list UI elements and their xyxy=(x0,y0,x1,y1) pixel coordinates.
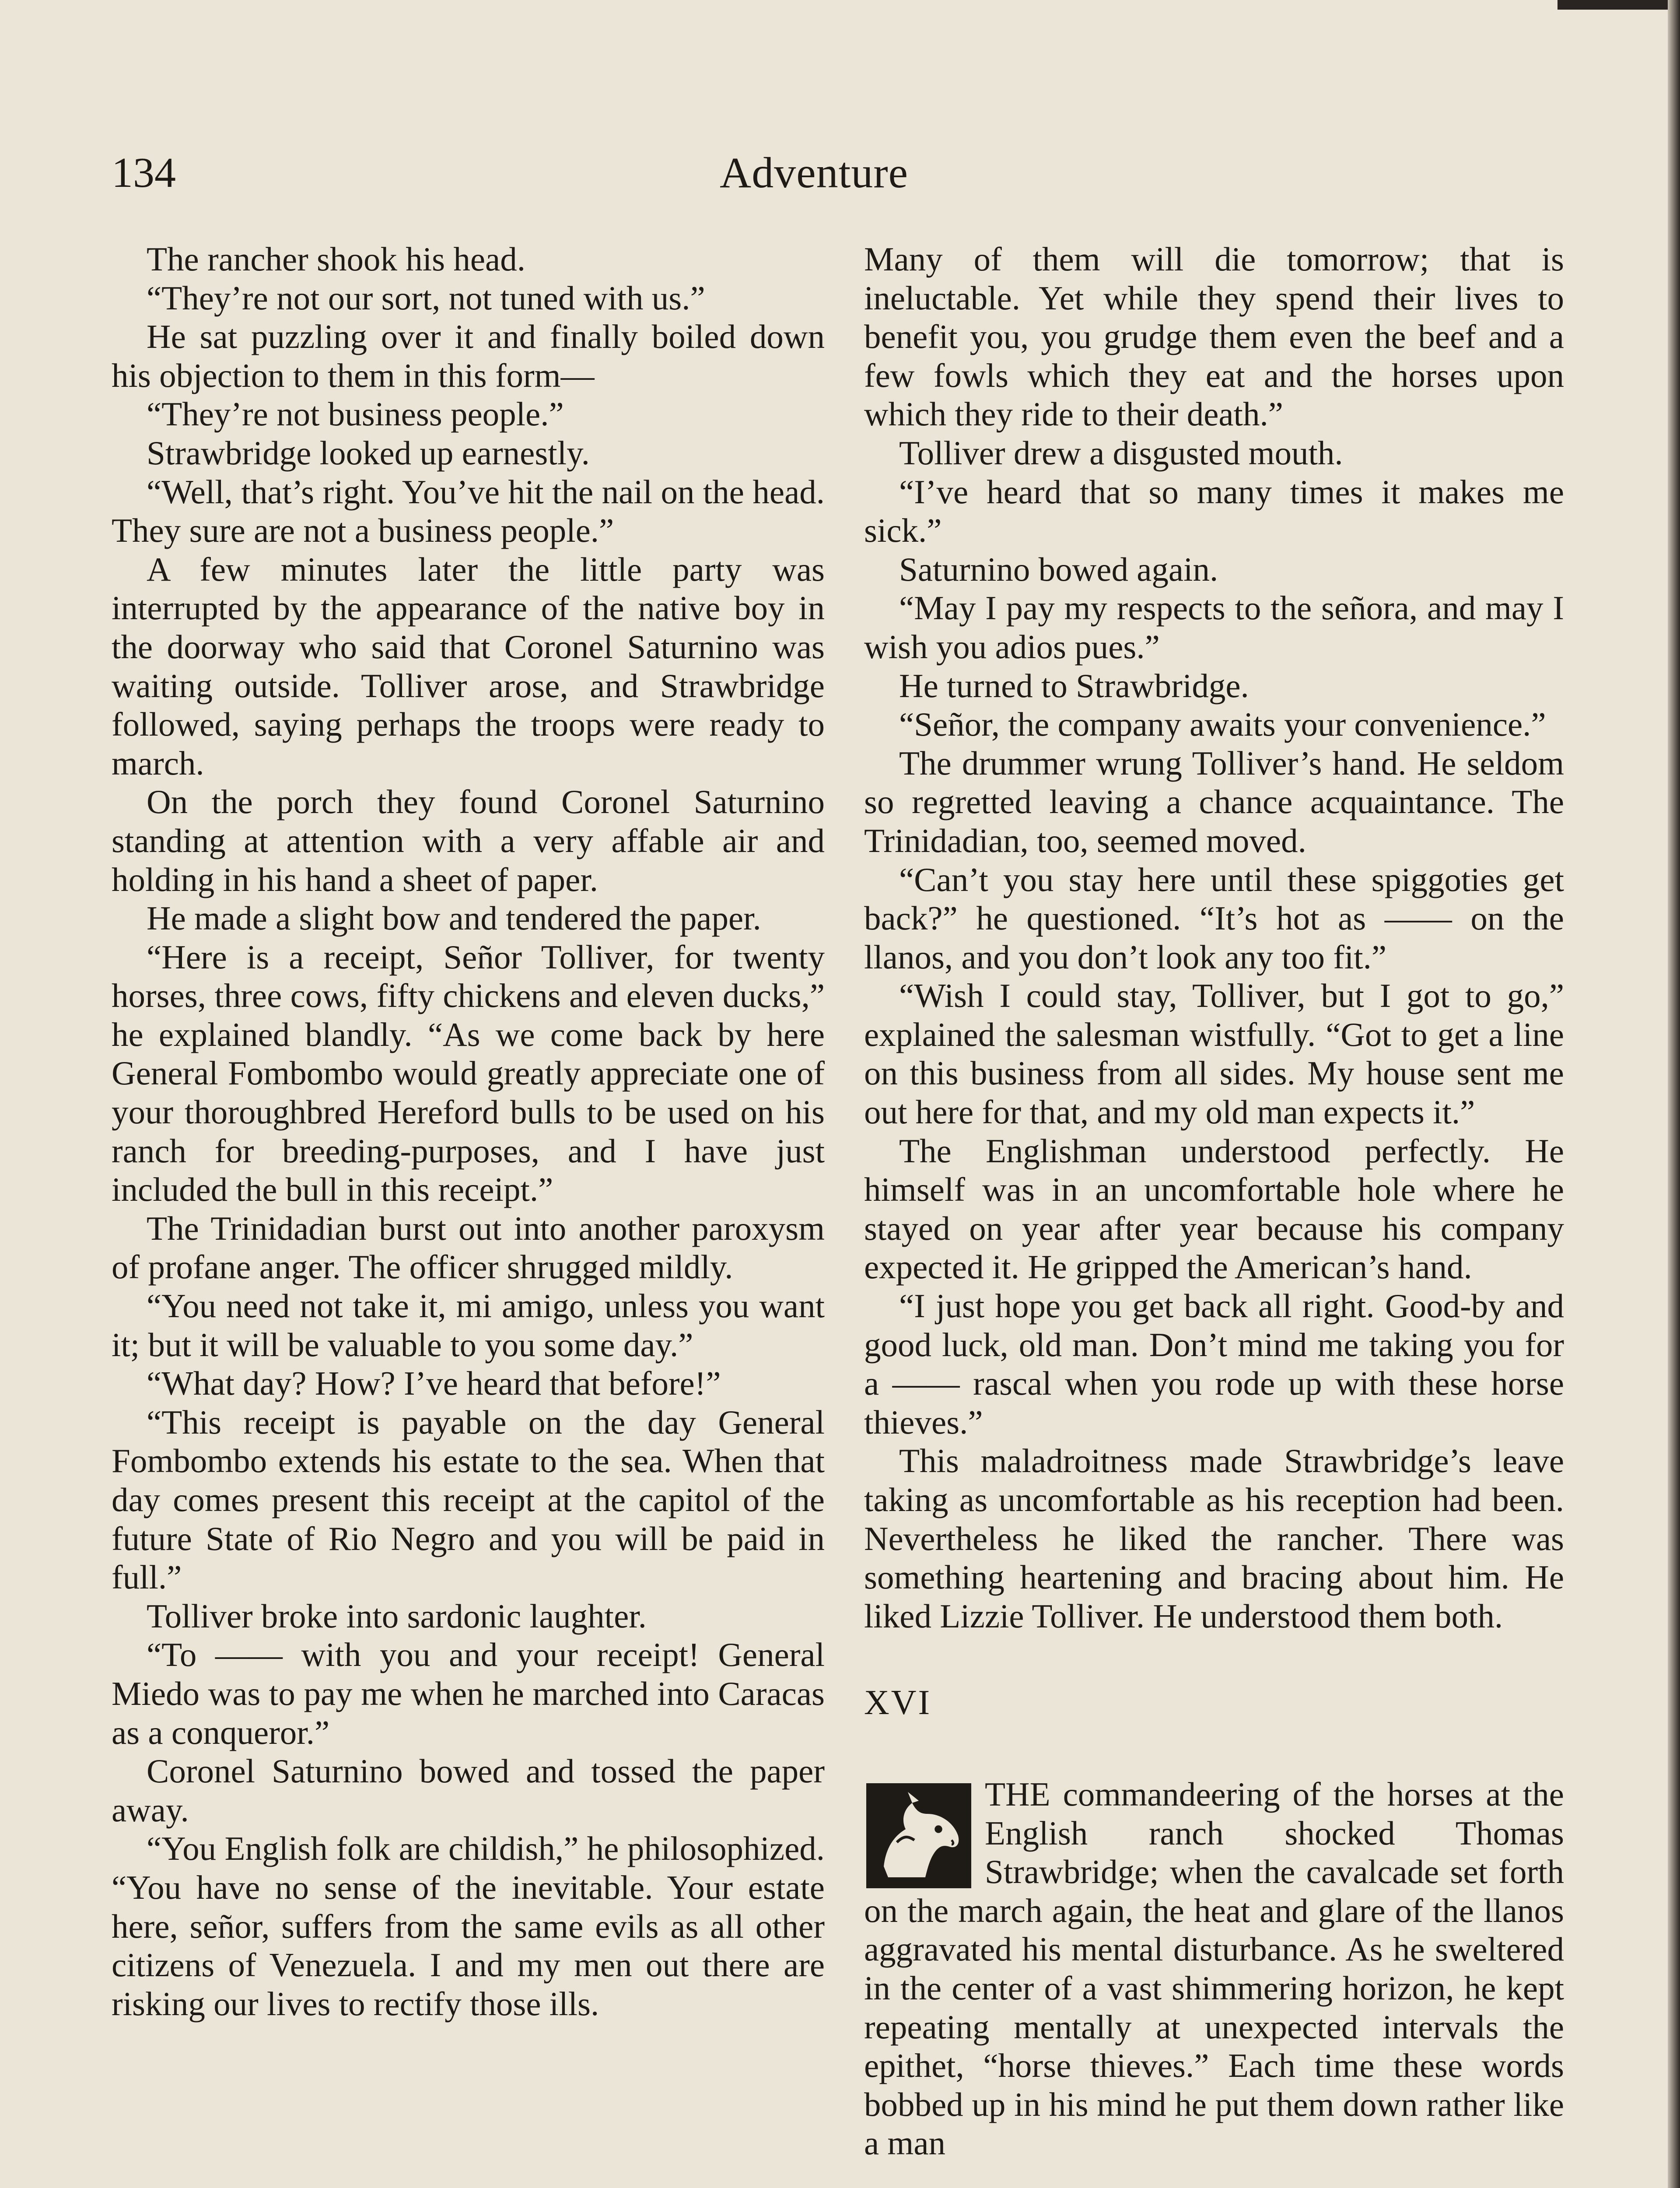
paragraph: “Wish I could stay, Tolliver, but I got to go,” explained the salesman wistfully. “Got to get a line on this business from all sides. My house sent me out here for that, and my old man expects it.” xyxy=(864,977,1564,1131)
page-edge-shadow xyxy=(1668,0,1680,2188)
paragraph: “To —— with you and your receipt! General Miedo was to pay me when he marched into Caracas as a conqueror.” xyxy=(112,1636,825,1751)
paragraph: A few minutes later the little party was interrupted by the appearance of the native boy in the doorway who said that Coronel Saturnino was waiting outside. Tolliver arose, and Strawbridge followed, saying perhaps the troops were ready to march. xyxy=(112,550,825,782)
paragraph: He made a slight bow and tendered the paper. xyxy=(147,899,761,937)
right-column xyxy=(864,240,1564,2163)
horse-head-icon xyxy=(864,1781,973,1890)
paragraph: “Señor, the company awaits your convenience.” xyxy=(899,705,1546,743)
paragraph: Tolliver broke into sardonic laughter. xyxy=(147,1597,647,1635)
page-header xyxy=(112,144,1577,210)
paragraph: “You need not take it, mi amigo, unless you want it; but it will be valuable to you some day.” xyxy=(112,1287,825,1364)
paragraph: This maladroitness made Strawbridge’s leave taking as uncomfortable as his reception had been. Nevertheless he liked the rancher. There was something heartening and bracing about him. He liked Lizzie Tolliver. He understood them both. xyxy=(864,1442,1564,1635)
section-opening-paragraph xyxy=(864,1775,1564,2163)
paragraph: “I just hope you get back all right. Good-by and good luck, old man. Don’t mind me taking you for a —— rascal when you rode up with these horse thieves.” xyxy=(864,1287,1564,1441)
paragraph: Coronel Saturnino bowed and tossed the paper away. xyxy=(112,1752,825,1829)
paragraph: Saturnino bowed again. xyxy=(899,550,1218,588)
paragraph: The drummer wrung Tolliver’s hand. He seldom so regretted leaving a chance acquaintance. The Trinidadian, too, seemed moved. xyxy=(864,744,1564,859)
paragraph: “Can’t you stay here until these spiggoties get back?” he questioned. “It’s hot as —— on the llanos, and you don’t look any too fit.” xyxy=(864,860,1564,976)
paragraph: “Well, that’s right. You’ve hit the nail on the head. They sure are not a business people.” xyxy=(112,473,825,550)
paragraph: “What day? How? I’ve heard that before!” xyxy=(147,1364,721,1403)
paragraph: He sat puzzling over it and finally boiled down his objection to them in this form— xyxy=(112,318,825,394)
section-heading: XVI xyxy=(864,1683,932,1722)
paragraph: “I’ve heard that so many times it makes me sick.” xyxy=(864,473,1564,550)
paragraph: “They’re not our sort, not tuned with us.” xyxy=(147,279,705,317)
paragraph: On the porch they found Coronel Saturnino standing at attention with a very affable air and holding in his hand a sheet of paper. xyxy=(112,783,825,898)
paragraph: He turned to Strawbridge. xyxy=(899,666,1249,705)
running-title: Adventure xyxy=(720,148,909,197)
paragraph: Tolliver drew a disgusted mouth. xyxy=(899,434,1343,472)
paragraph: The rancher shook his head. xyxy=(147,240,525,278)
left-column xyxy=(112,240,825,2023)
paragraph: “May I pay my respects to the señora, and may I wish you adios pues.” xyxy=(864,589,1564,666)
paragraph: “Here is a receipt, Señor Tolliver, for twenty horses, three cows, fifty chickens and eleven ducks,” he explained blandly. “As we come back by here General Fombombo would greatly appreciate one of your thoroughbred Hereford bulls to be used on his ranch for breeding-purposes, and I have just included the bull in this receipt.” xyxy=(112,938,825,1209)
paragraph: Strawbridge looked up earnestly. xyxy=(147,434,590,472)
paragraph: “This receipt is payable on the day General Fombombo extends his estate to the sea. When that day comes present this receipt at the capitol of the future State of Rio Negro and you will be paid in full.” xyxy=(112,1403,825,1596)
page-edge-shadow xyxy=(1558,0,1680,10)
paragraph-continued: Many of them will die tomorrow; that is ineluctable. Yet while they spend their lives to benefit you, you grudge them even the beef and a few fowls which they eat and the horses upon which they ride to their death.” xyxy=(864,240,1564,433)
paragraph: “They’re not business people.” xyxy=(147,395,564,433)
paragraph: The Englishman understood perfectly. He himself was in an uncomfortable hole where he stayed on year after year because his company expected it. He gripped the American’s hand. xyxy=(864,1132,1564,1286)
paragraph: The Trinidadian burst out into another paroxysm of profane anger. The officer shrugged mildly. xyxy=(112,1209,825,1286)
paragraph: “You English folk are childish,” he philosophized. “You have no sense of the inevitable. Your estate here, señor, suffers from the same evils as all other citizens of Venezuela. I and my men out there are risking our lives to rectify those ills. xyxy=(112,1830,825,2023)
page-number: 134 xyxy=(112,149,176,196)
section-opening-text: THE commandeering of the horses at the English ranch shocked Thomas Strawbridge; when the cavalcade set forth on the march again, the heat and glare of the llanos aggravated his mental disturbance. As he sweltered in the center of a vast shimmering horizon, he kept repeating mentally at unexpected intervals the epithet, “horse thieves.” Each time these words bobbed up in his mind he put them down rather like a man xyxy=(864,1775,1564,2162)
